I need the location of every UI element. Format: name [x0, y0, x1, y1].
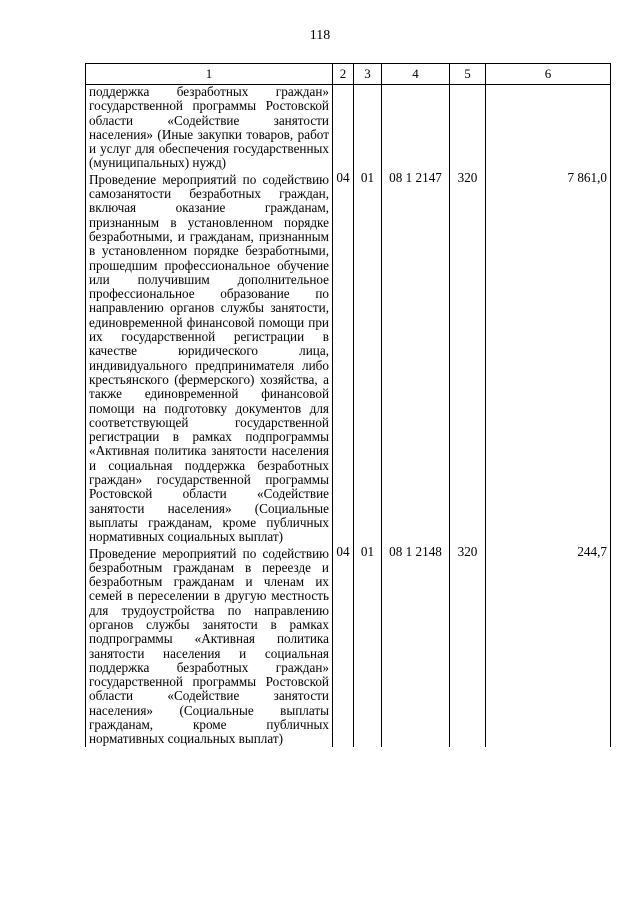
row-expense-type: [450, 85, 486, 171]
table-row: [86, 545, 611, 747]
row-target-article: [382, 85, 450, 171]
row-target-article: 08 1 2147: [382, 171, 450, 545]
header-col-6: 6: [486, 64, 611, 85]
row-description: Проведение мероприятий по содействию безработным гражданам в переезде и безработным гражданам и членам их семей в переселении в другую местность для трудоустройства по направлению органов службы занятости в рамках подпрограммы «Активная политика занятости населения и социальная поддержка безработных граждан» государственной программы Ростовской области «Содействие занятости населения» (Социальные выплаты гражданам, кроме публичных нормативных социальных выплат): [86, 545, 333, 747]
header-col-2: 2: [333, 64, 354, 85]
header-col-5: 5: [450, 64, 486, 85]
row-description: Проведение мероприятий по содействию самозанятости безработных граждан, включая оказание гражданам, признанным в установленном порядке безработными, и гражданам, признанным в установленном порядке безработными, прошедшим профессиональное обучение или получившим дополнительное профессиональное образование по направлению органов службы занятости, единовременной финансовой помощи при их государственной регистрации в качестве юридического лица, индивидуального предпринимателя либо крестьянского (фермерского) хозяйства, а также единовременной финансовой помощи на подготовку документов для соответствующей государственной регистрации в рамках подпрограммы «Активная политика занятости населения и социальная поддержка безработных граждан» государственной программы Ростовской области «Содействие занятости населения» (Социальные выплаты гражданам, кроме публичных нормативных социальных выплат): [86, 171, 333, 545]
table-row: [86, 85, 611, 171]
header-col-3: 3: [354, 64, 382, 85]
table-header-row: [86, 64, 611, 85]
row-target-article: 08 1 2148: [382, 545, 450, 747]
page-number: 118: [309, 28, 331, 43]
row-amount: [486, 85, 611, 171]
row-section: 04: [333, 545, 354, 747]
header-col-4: 4: [382, 64, 450, 85]
table-row: [86, 171, 611, 545]
row-section: [333, 85, 354, 171]
row-expense-type: 320: [450, 171, 486, 545]
row-description: поддержка безработных граждан» государственной программы Ростовской области «Содействие занятости населения» (Иные закупки товаров, работ и услуг для обеспечения государственных (муниципальных) нужд): [86, 85, 333, 171]
row-subsection: [354, 85, 382, 171]
row-subsection: 01: [354, 171, 382, 545]
row-subsection: 01: [354, 545, 382, 747]
row-expense-type: 320: [450, 545, 486, 747]
row-amount: 7 861,0: [486, 171, 611, 545]
header-col-1: 1: [86, 64, 333, 85]
row-section: 04: [333, 171, 354, 545]
budget-table: [85, 63, 611, 747]
row-amount: 244,7: [486, 545, 611, 747]
